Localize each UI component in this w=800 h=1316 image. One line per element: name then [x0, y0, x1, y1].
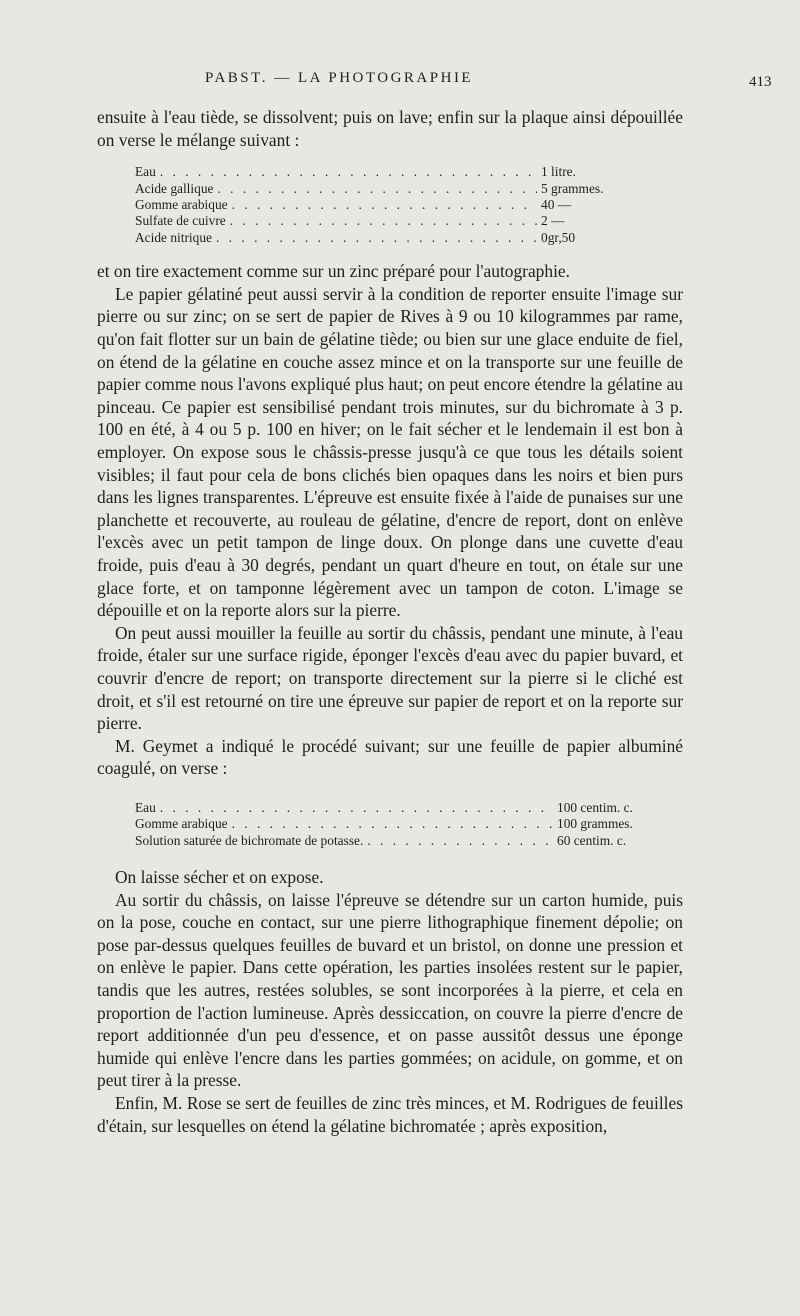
dot-leader [217, 181, 537, 197]
recipe-row [135, 164, 663, 180]
dot-leader [232, 816, 553, 832]
recipe-ingredient: Eau [135, 799, 156, 815]
recipe-quantity: 5 grammes. [541, 180, 604, 196]
recipe-ingredient: Acide nitrique [135, 229, 212, 245]
recipe-row [135, 213, 663, 229]
dot-leader [230, 213, 537, 229]
recipe-ingredient: Gomme arabique [135, 816, 228, 832]
paragraph: Enfin, M. Rose se sert de feuilles de zinc très minces, et M. Rodrigues de feuilles d'étain, sur lesquelles on étend la gélatine bichromatée ; après exposition, [97, 1093, 683, 1136]
recipe-quantity: 60 centim. c. [557, 832, 627, 848]
dot-leader [160, 164, 537, 180]
page-number: 413 [749, 74, 772, 90]
paragraph: Le papier gélatiné peut aussi servir à la condition de reporter ensuite l'image sur pierre ou sur zinc; on se sert de papier de Rives à 9 ou 10 kilogrammes par rame, qu'on fait flotter sur un bain de gélatine tiède; ou bien sur une glace enduite de fiel, on étend de la gélatine en couche assez mince et on la transporte sur une feuille de papier comme nous l'avons expliqué plus haut; on peut encore étendre la gélatine au pinceau. Ce papier est sensibilisé pendant trois minutes, sur du bichromate à 3 p. 100 en été, à 4 ou 5 p. 100 en hiver; on le fait sécher et le lendemain il est bon à employer. On expose sous le châssis-presse jusqu'à ce que tous les détails soient visibles; il faut pour cela de bons clichés bien opaques dans les noirs et bien purs dans les lignes transparentes. L'épreuve est ensuite fixée à l'aide de punaises sur une planchette et recouverte, au rouleau de gélatine, d'encre de report, dont on enlève l'excès avec un petit tampon de linge doux. On plonge dans une cuvette d'eau froide, puis d'eau à 30 degrés, pendant un quart d'heure en tout, on étale sur une glace forte, et on tamponne légèrement avec un tampon de coton. L'image se dépouille et on la reporte alors sur la pierre. [97, 283, 683, 621]
paragraph: ensuite à l'eau tiède, se dissolvent; puis on lave; enfin sur la plaque ainsi dépouillée on verse le mélange suivant : [97, 107, 683, 150]
dot-leader [160, 800, 553, 816]
recipe-table-2 [135, 800, 669, 849]
recipe-ingredient: Gomme arabique [135, 197, 228, 212]
recipe-row [135, 197, 663, 213]
recipe-quantity: 1 litre. [541, 164, 576, 180]
recipe-ingredient: Acide gallique [135, 180, 214, 196]
paragraph: M. Geymet a indiqué le procédé suivant; sur une feuille de papier albuminé coagulé, on verse : [97, 735, 683, 779]
paragraph: et on tire exactement comme sur un zinc préparé pour l'autographie. [97, 261, 570, 282]
dot-leader [232, 197, 537, 213]
recipe-ingredient: Eau [135, 164, 156, 180]
paragraph: On peut aussi mouiller la feuille au sortir du châssis, pendant une minute, à l'eau froide, étaler sur une surface rigide, éponger l'excès d'eau avec du papier buvard, et couvrir d'encre de report; on transporte directement sur la pierre si le cliché est droit, et s'il est retourné on tire une épreuve sur papier de report et on la reporte sur pierre. [97, 622, 683, 734]
body-text [97, 106, 683, 1137]
recipe-quantity: 0gr,50 [541, 229, 576, 245]
page-header [0, 70, 800, 94]
recipe-quantity: 100 centim. c. [557, 799, 633, 815]
dot-leader [216, 230, 537, 246]
recipe-row [135, 230, 663, 246]
recipe-quantity: 2 — [541, 213, 565, 229]
recipe-table-1 [135, 164, 663, 246]
paragraph: On laisse sécher et on expose. [115, 867, 324, 888]
recipe-quantity: 100 grammes. [557, 816, 633, 832]
recipe-quantity: 40 — [541, 197, 572, 212]
running-title: PABST. — LA PHOTOGRAPHIE [205, 70, 474, 86]
recipe-ingredient: Solution saturée de bichromate de potasse. [135, 832, 364, 848]
recipe-row [135, 800, 669, 816]
recipe-ingredient: Sulfate de cuivre [135, 213, 226, 229]
recipe-row [135, 181, 663, 197]
dot-leader [367, 833, 553, 849]
recipe-row [135, 816, 669, 832]
recipe-row [135, 833, 669, 849]
paragraph: Au sortir du châssis, on laisse l'épreuve se détendre sur un carton humide, puis on la pose, couche en contact, sur une pierre lithographique finement dépolie; on pose par-dessus quelques feuilles de buvard et un bristol, on donne une pression et on enlève le papier. Dans cette opération, les parties insolées restent sur le papier, tandis que les autres, restées solubles, se sont incorporées à la pierre, et cela en proportion de l'action lumineuse. Après dessiccation, on couvre la pierre d'encre de report additionnée d'un peu d'essence, et on passe aussitôt dessus une éponge humide qui enlève l'encre dans les parties gommées; on acidule, on gomme, et on peut tirer à la presse. [97, 889, 683, 1091]
